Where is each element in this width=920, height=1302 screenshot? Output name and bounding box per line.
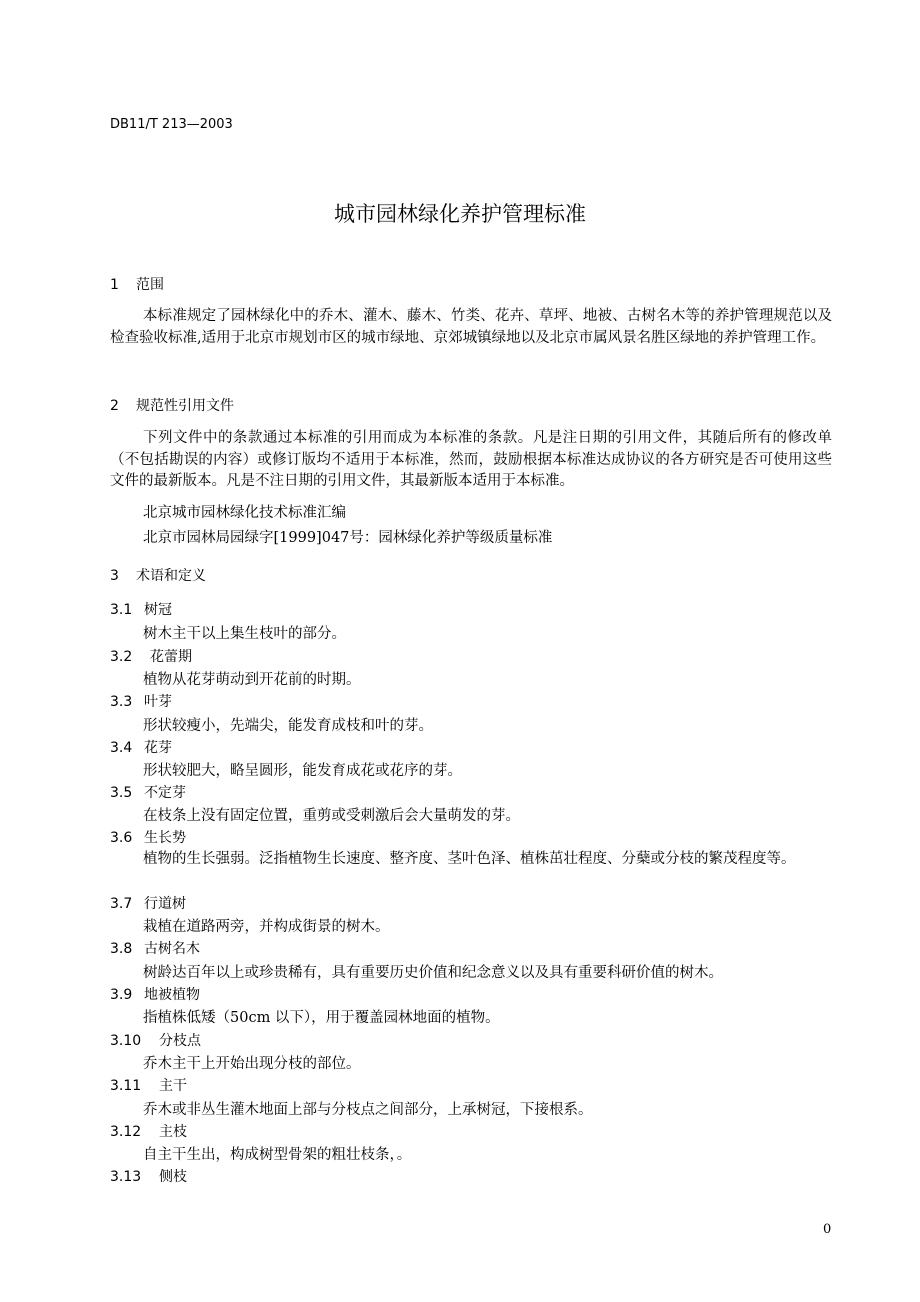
term-heading	[110, 782, 186, 802]
term-name: 花蕾期	[150, 649, 192, 665]
term-name: 主干	[159, 1078, 187, 1094]
term-heading	[110, 599, 172, 619]
term-heading	[110, 1075, 187, 1095]
term-number: 3.4	[110, 740, 133, 756]
term-definition: 植物的生长强弱。泛指植物生长速度、整齐度、茎叶色泽、植株茁壮程度、分蘖或分枝的繁茂程度等。	[143, 851, 796, 867]
term-definition: 乔木主干上开始出现分枝的部位。	[143, 1056, 361, 1072]
term-definition: 栽植在道路两旁，并构成街景的树木。	[143, 919, 390, 935]
term-heading	[110, 691, 172, 711]
term-heading	[110, 1121, 187, 1141]
term-name: 花芽	[144, 740, 172, 756]
section-1-heading	[110, 274, 164, 294]
term-definition: 植物从花芽萌动到开花前的时期。	[143, 672, 361, 688]
term-number: 3.6	[110, 830, 133, 846]
term-name: 分枝点	[159, 1033, 201, 1049]
section-2-heading	[110, 395, 234, 415]
standard-code: DB11/T 213—2003	[110, 117, 233, 132]
term-name: 地被植物	[144, 987, 200, 1003]
section-title: 术语和定义	[136, 568, 206, 584]
page-number: 0	[823, 1222, 832, 1237]
section-3-heading	[110, 565, 206, 585]
term-number: 3.7	[110, 896, 133, 912]
term-definition: 形状较肥大，略呈圆形，能发育成花或花序的芽。	[143, 763, 462, 779]
term-definition: 指植株低矮（50cm 以下），用于覆盖园林地面的植物。	[143, 1010, 500, 1026]
section-title: 范围	[136, 277, 164, 293]
term-number: 3.5	[110, 785, 133, 801]
document-title: 城市园林绿化养护管理标准	[334, 202, 586, 226]
term-number: 3.8	[110, 941, 133, 957]
section-2-paragraph: 下列文件中的条款通过本标准的引用而成为本标准的条款。凡是注日期的引用文件，其随后所有的修改单（不包括勘误的内容）或修订版均不适用于本标准，然而，鼓励根据本标准达成协议的各方研究是否可使用这些文件的最新版本。凡是不注日期的引用文件，其最新版本适用于本标准。	[110, 430, 832, 489]
term-name: 行道树	[144, 896, 186, 912]
term-definition: 树龄达百年以上或珍贵稀有，具有重要历史价值和纪念意义以及具有重要科研价值的树木。	[143, 965, 723, 981]
section-title: 规范性引用文件	[136, 398, 234, 414]
section-number: 1	[110, 277, 119, 293]
term-definition: 树木主干以上集生枝叶的部分。	[143, 626, 346, 642]
term-heading	[110, 737, 172, 757]
term-definition: 形状较瘦小，先端尖，能发育成枝和叶的芽。	[143, 718, 433, 734]
term-name: 树冠	[144, 602, 172, 618]
term-number: 3.13	[110, 1169, 142, 1185]
term-heading	[110, 938, 200, 958]
reference-item: 北京城市园林绿化技术标准汇编	[143, 505, 346, 521]
term-name: 叶芽	[144, 694, 172, 710]
term-name: 古树名木	[144, 941, 200, 957]
term-heading	[110, 827, 186, 847]
term-name: 主枝	[159, 1124, 187, 1140]
term-name: 侧枝	[159, 1169, 187, 1185]
term-definition: 自主干生出，构成树型骨架的粗壮枝条，。	[143, 1147, 412, 1163]
section-number: 2	[110, 398, 119, 414]
section-number: 3	[110, 568, 119, 584]
term-definition: 在枝条上没有固定位置，重剪或受刺激后会大量萌发的芽。	[143, 808, 520, 824]
term-number: 3.11	[110, 1078, 142, 1094]
term-heading	[110, 984, 200, 1004]
term-name: 生长势	[144, 830, 186, 846]
term-number: 3.1	[110, 602, 133, 618]
term-name: 不定芽	[144, 785, 186, 801]
term-number: 3.12	[110, 1124, 142, 1140]
term-heading	[110, 893, 186, 913]
term-number: 3.9	[110, 987, 133, 1003]
term-definition: 乔木或非丛生灌木地面上部与分枝点之间部分，上承树冠，下接根系。	[143, 1102, 593, 1118]
section-1-paragraph: 本标准规定了园林绿化中的乔木、灌木、藤木、竹类、花卉、草坪、地被、古树名木等的养护管理规范以及检查验收标准,适用于北京市规划市区的城市绿地、京郊城镇绿地以及北京市属风景名胜区绿地的养护管理工作。	[110, 308, 832, 346]
term-heading	[110, 1030, 201, 1050]
term-number: 3.3	[110, 694, 133, 710]
reference-item: 北京市园林局园绿字[1999]047号：园林绿化养护等级质量标准	[143, 530, 553, 546]
term-number: 3.2	[110, 649, 133, 665]
term-heading	[110, 1166, 187, 1186]
term-heading	[110, 646, 192, 666]
term-number: 3.10	[110, 1033, 142, 1049]
